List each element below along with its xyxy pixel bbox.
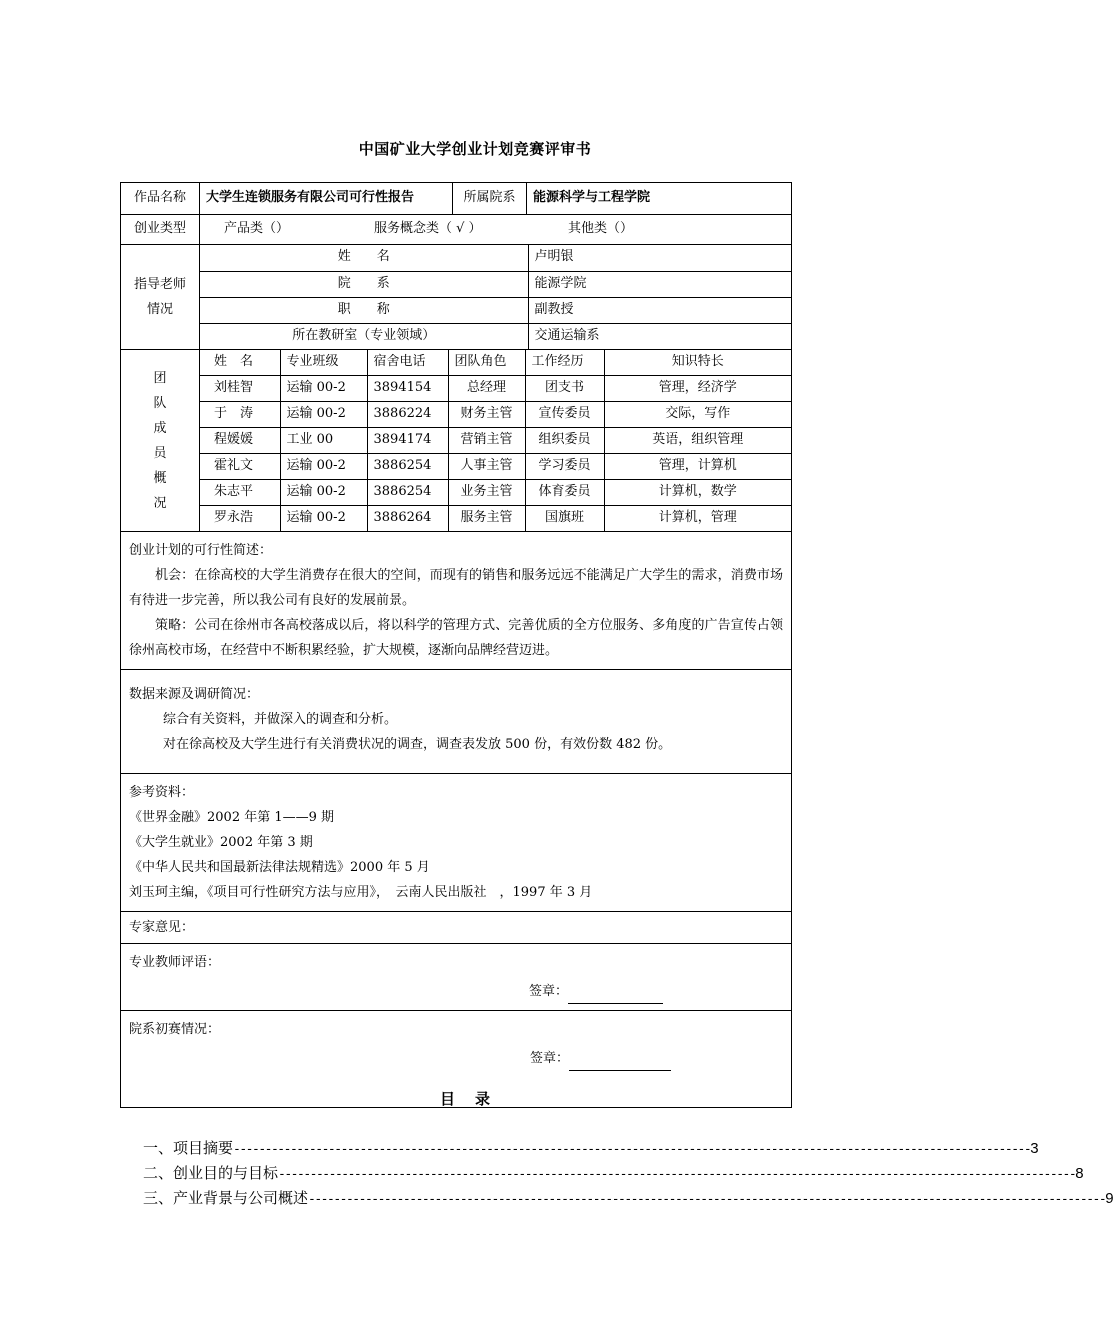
type-option-other: 其他类（） [568,221,634,237]
feasibility-strategy: 策略：公司在徐州市各高校落成以后，将以科学的管理方式、完善优质的全方位服务、多角度的广告宣传占领徐州高校市场，在经营中不断积累经验，扩大规模，逐渐向品牌经营迈进。 [129,618,783,658]
reference-item: 刘玉珂主编，《项目可行性研究方法与应用》， 云南人民出版社 ，1997 年 3 月 [129,885,593,900]
team-member-row: 霍礼文 运输 00-2 3886254 人事主管 学习委员 管理，计算机 [200,454,791,480]
advisor-row: 姓 名 卢明银 [200,245,791,271]
work-row [121,183,792,215]
advisor-row: 职 称 副教授 [200,297,791,323]
signature-line [568,989,663,1004]
teacher-comment-heading: 专业教师评语： [129,955,221,970]
type-row [121,215,792,245]
reference-item: 《大学生就业》2002 年第 3 期 [129,835,313,850]
dept-label: 所属院系 [453,183,527,215]
dept-review-heading: 院系初赛情况： [129,1022,221,1037]
advisor-row: 所在教研室（专业领域） 交通运输系 [200,323,791,349]
advisor-section [121,245,792,350]
team-header-row: 姓 名 专业班级 宿舍电话 团队角色 工作经历 知识特长 [200,350,791,376]
feasibility-heading: 创业计划的可行性简述： [129,543,273,558]
document-title: 中国矿业大学创业计划竞赛评审书 [358,140,592,158]
references-heading: 参考资料： [129,785,195,800]
teacher-signature: 签章： [129,979,783,1004]
team-section [121,350,792,532]
teacher-comment-section [121,944,792,1011]
research-summary: 综合有关资料，并做深入的调查和分析。 [163,712,398,727]
toc-leader: ------------------------------------------------------------------------------------------------------------------------------ [233,1142,1031,1157]
team-member-row: 程媛媛 工业 00 3894174 营销主管 组织委员 英语，组织管理 [200,428,791,454]
team-label: 团队成员概况 [121,350,200,532]
expert-section [121,912,792,944]
references-section [121,774,792,912]
expert-heading: 专家意见： [129,920,195,935]
research-section [121,670,792,774]
advisor-label: 指导老师情况 [121,245,200,350]
reference-item: 《中华人民共和国最新法律法规精选》2000 年 5 月 [129,860,430,875]
toc-leader: ------------------------------------------------------------------------------------------------------------------------------ [278,1167,1076,1182]
feasibility-section [121,532,792,670]
feasibility-opportunity: 机会：在徐高校的大学生消费存在很大的空间，而现有的销售和服务远远不能满足广大学生的需求，消费市场有待进一步完善，所以我公司有良好的发展前景。 [129,568,783,608]
type-option-product: 产品类（） [224,221,290,237]
advisor-row: 院 系 能源学院 [200,271,791,297]
toc-item[interactable]: 二、创业目的与目标 ------------------------------------------------------------------------------------------------------------------------------ 8 [143,1164,1084,1182]
team-member-row: 朱志平 运输 00-2 3886254 业务主管 体育委员 计算机，数学 [200,480,791,506]
toc-leader: ------------------------------------------------------------------------------------------------------------------------------ [308,1192,1106,1207]
team-member-row: 刘桂智 运输 00-2 3894154 总经理 团支书 管理，经济学 [200,376,791,402]
toc-title: 目录 [439,1090,510,1108]
type-label: 创业类型 [121,215,200,245]
work-label: 作品名称 [121,183,200,215]
table-of-contents [143,1137,1114,1212]
type-option-service: 服务概念类（ √ ） [374,221,482,237]
type-options [200,221,791,238]
team-member-row: 于 涛 运输 00-2 3886224 财务主管 宣传委员 交际，写作 [200,402,791,428]
work-name: 大学生连锁服务有限公司可行性报告 [200,183,453,215]
toc-item[interactable]: 三、产业背景与公司概述 ------------------------------------------------------------------------------------------------------------------------------ 9 [143,1189,1114,1207]
review-form [120,182,792,1108]
advisor-table [200,245,791,349]
team-member-row: 罗永浩 运输 00-2 3886264 服务主管 国旗班 计算机，管理 [200,506,791,532]
research-heading: 数据来源及调研简况： [129,687,260,702]
research-survey: 对在徐高校及大学生进行有关消费状况的调查，调查表发放 500 份，有效份数 482 份。 [163,737,672,752]
reference-item: 《世界金融》2002 年第 1——9 期 [129,810,335,825]
dept-name: 能源科学与工程学院 [527,183,792,215]
team-table [200,350,791,531]
dept-review-signature: 签章： [129,1046,783,1071]
toc-item[interactable]: 一、项目摘要 ------------------------------------------------------------------------------------------------------------------------------ 3 [143,1139,1039,1157]
signature-line [569,1056,671,1071]
